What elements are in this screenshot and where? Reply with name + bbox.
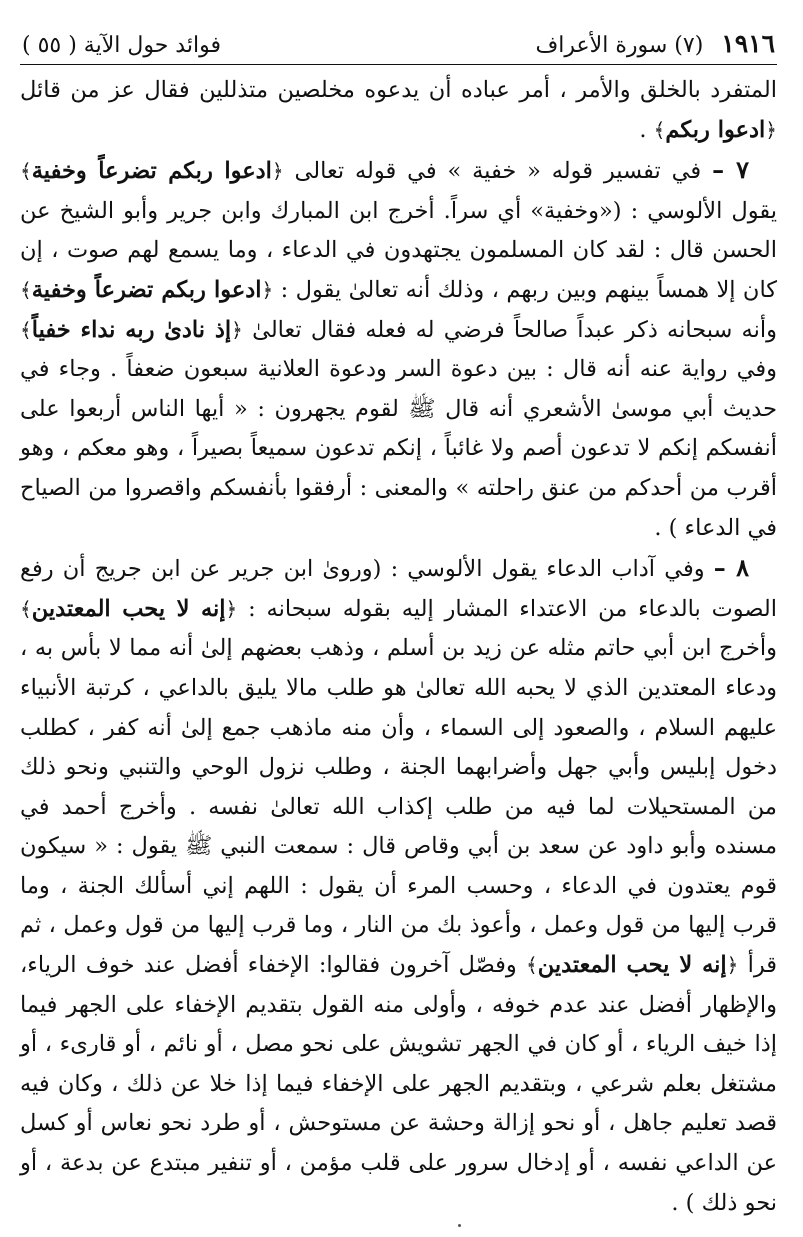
paragraph-text: يقول الألوسي : («وخفية» أي سراً. أخرج ابن المبارك وابن جرير وأبو الشيخ عن الحسن قال : لقد كان المسلمون يجتهدون في الدعاء ، وما يسمع لهم صوت ، إن كان إلا همساً بينهم وبين ربهم ، وذلك أنه تعالىٰ يقول : bbox=[20, 197, 778, 303]
header-rule bbox=[20, 64, 777, 65]
paragraph-7 bbox=[20, 150, 777, 548]
quran-bracket-open: ﴿ bbox=[765, 117, 777, 142]
paragraph-text: في تفسير قوله « خفية » في قوله تعالى bbox=[294, 158, 702, 185]
quran-verse: ادعوا ربكم bbox=[665, 116, 766, 143]
paragraph-text: وفي آداب الدعاء يقول الألوسي : (وروىٰ ابن جرير عن ابن جريج أن رفع الصوت بالدعاء من الاعتداء المشار إليه بقوله سبحانه : bbox=[20, 556, 778, 622]
quran-bracket-open: ﴿ bbox=[225, 596, 238, 621]
quran-verse: ادعوا ربكم تضرعاً وخفية bbox=[31, 276, 262, 303]
quran-verse: إنه لا يحب المعتدين bbox=[537, 952, 727, 979]
quran-bracket-close: ﴾ bbox=[20, 277, 32, 302]
paragraph-text: وأنه سبحانه ذكر عبداً صالحاً فرضي له فعله فقال تعالىٰ bbox=[252, 316, 777, 343]
quran-bracket-open: ﴿ bbox=[726, 953, 739, 978]
page-number: ١٩١٦ bbox=[721, 29, 775, 58]
paragraph-text: وفصّل آخرون فقالوا: الإخفاء أفضل عند خوف الرياء، والإظهار أفضل عند عدم خوفه ، وأولى منه القول بتقديم الإخفاء على الجهر فيما إذا خيف الرياء ، أو كان في الجهر تشويش على نحو مصل ، أو نائم ، أو قارىء ، أو مشتغل بعلم شرعي ، وبتقديم الجهر على الإخفاء فيما إذا خلا عن ذلك ، وكان فيه قصد تعليم جاهل ، أو نحو إزالة وحشة عن مستوحش ، أو طرد نحو نعاس أو كسل عن الداعي نفسه ، أو إدخال سرور على قلب مؤمن ، أو تنفير مبتدع عن بدعة ، أو نحو ذلك ) . bbox=[20, 952, 777, 1216]
quran-verse: إنه لا يحب المعتدين bbox=[31, 595, 226, 622]
footer-dot bbox=[458, 1224, 461, 1227]
paragraph-8 bbox=[20, 548, 777, 1223]
surah-title: (٧) سورة الأعراف bbox=[535, 33, 704, 58]
paragraph-intro bbox=[20, 71, 777, 150]
paragraph-text: وأخرج ابن أبي حاتم مثله عن زيد بن أسلم ، وذهب بعضهم إلىٰ أنه مما لا بأس به ، ودعاء المعتدين الذي لا يحبه الله تعالىٰ هو طلب مالا يليق بالداعي ، كرتبة الأنبياء عليهم السلام ، والصعود إلى السماء ، وأن منه ماذهب جمع إلىٰ أنه كفر ، كطلب دخول إبليس وأبي جهل وأضرابهما الجنة ، وطلب نزول الوحي والتنبي ونحو ذلك من المستحيلات لما فيه من طلب إكذاب الله تعالىٰ نفسه . وأخرج أحمد في مسنده وأبو داود عن سعد بن أبي وقاص قال : سمعت النبي ﷺ يقول : « سيكون قوم يعتدون في الدعاء ، وحسب المرء أن يقول : اللهم إني أسألك الجنة ، وما قرب إليها من قول وعمل ، وأعوذ بك من النار ، وما قرب إليها من قول وعمل ، ثم قرأ bbox=[20, 635, 778, 979]
section-title: فوائد حول الآية ( ٥٥ ) bbox=[22, 33, 221, 58]
quran-bracket-close: ﴾ bbox=[20, 596, 32, 621]
quran-bracket-open: ﴿ bbox=[261, 277, 274, 302]
point-number: ٧ – bbox=[712, 155, 750, 185]
quran-bracket-close: ﴾ bbox=[20, 317, 32, 342]
quran-bracket-open: ﴿ bbox=[231, 317, 243, 342]
paragraph-text: وفي رواية عنه أنه قال : بين دعوة السر ودعوة العلانية سبعون ضعفاً . وجاء في حديث أبي موسىٰ الأشعري أنه قال ﷺ لقوم يجهرون : « أيها الناس أربعوا على أنفسكم إنكم لا تدعون أصم ولا غائباً ، إنكم تدعون سميعاً بصيراً ، وهو معكم ، وهو أقرب من أحدكم من عنق راحلته » والمعنى : أرفقوا بأنفسكم واقصروا من الصياح في الدعاء ) . bbox=[20, 356, 777, 541]
page-body bbox=[20, 71, 777, 1223]
header-right-group bbox=[535, 29, 775, 58]
quran-verse: إذ نادىٰ ربه نداء خفياً bbox=[31, 316, 232, 343]
quran-verse: ادعوا ربكم تضرعاً وخفية bbox=[31, 158, 272, 185]
paragraph-text: المتفرد بالخلق والأمر ، أمر عباده أن يدعوه مخلصين متذللين فقال عز من قائل bbox=[20, 77, 777, 103]
quran-bracket-open: ﴿ bbox=[271, 159, 284, 184]
point-number: ٨ – bbox=[713, 553, 750, 583]
paragraph-text: . bbox=[639, 116, 647, 143]
quran-bracket-close: ﴾ bbox=[525, 953, 538, 978]
page-header bbox=[20, 24, 777, 58]
quran-bracket-close: ﴾ bbox=[20, 159, 32, 184]
quran-bracket-close: ﴾ bbox=[653, 117, 666, 142]
